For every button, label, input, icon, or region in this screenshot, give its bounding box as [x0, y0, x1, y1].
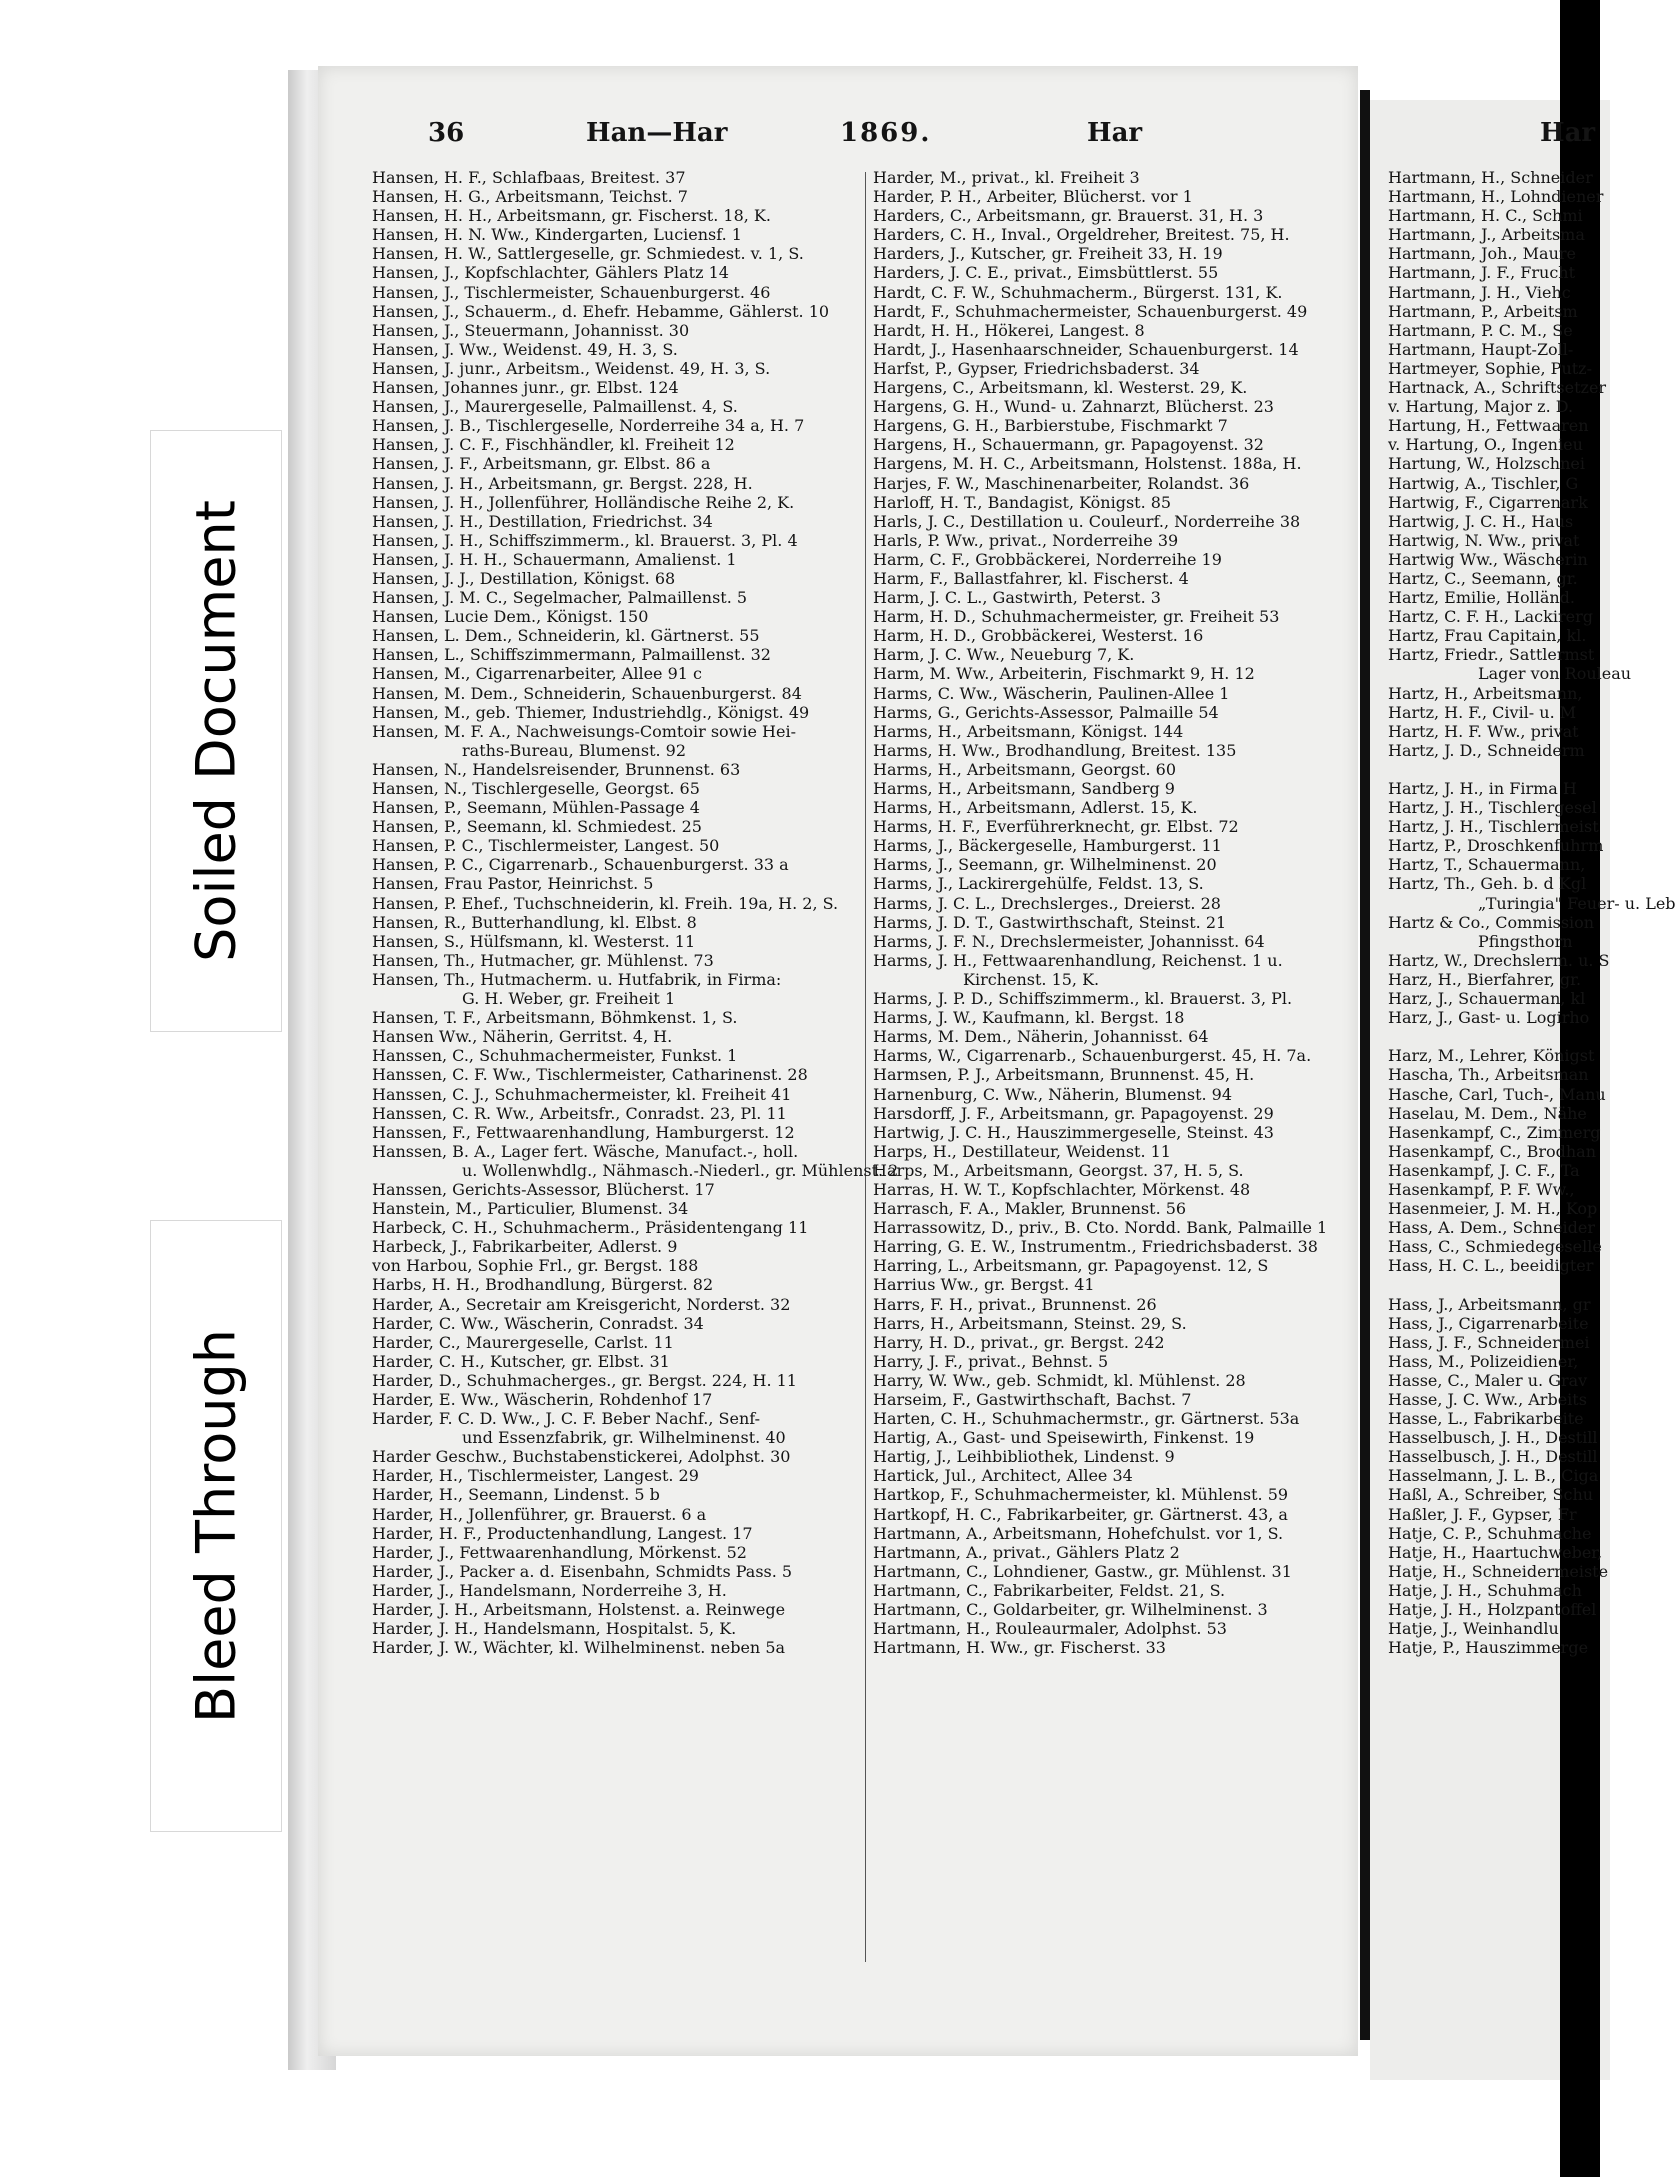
directory-entry — [1388, 760, 1676, 779]
directory-entry: Hartung, W., Holzschnei — [1388, 454, 1585, 474]
directory-entry: Hasche, Carl, Tuch-, Manu — [1388, 1084, 1606, 1104]
directory-entry: Hansen, Th., Hutmacherm. u. Hutfabrik, in Firma: — [372, 969, 782, 989]
directory-entry: Haßler, J. F., Gypser, Fr — [1388, 1504, 1577, 1524]
directory-entry: Hansen, J. H., Destillation, Friedrichst. 34 — [372, 511, 713, 531]
directory-entry: Haßl, A., Schreiber, Schu — [1388, 1485, 1594, 1505]
directory-entry: Harls, J. C., Destillation u. Couleurf., Norderreihe 38 — [873, 511, 1301, 531]
directory-entry: Harry, J. F., privat., Behnst. 5 — [873, 1351, 1109, 1371]
directory-entry: Hansen, J. H., Jollenführer, Holländische Reihe 2, K. — [372, 492, 795, 512]
left-column — [372, 168, 898, 1657]
directory-entry: Hasselbusch, J. H., Destill — [1388, 1428, 1598, 1448]
directory-entry: Hasenkampf, C., Brodhan — [1388, 1141, 1597, 1161]
directory-entry: Harfst, P., Gypser, Friedrichsbaderst. 34 — [873, 358, 1200, 378]
directory-entry — [1388, 1027, 1676, 1046]
directory-entry: Harloff, H. T., Bandagist, Königst. 85 — [873, 492, 1172, 512]
directory-entry: Hartmann, P., Arbeitsm — [1388, 301, 1578, 321]
directory-entry: Harm, J. C. Ww., Neueburg 7, K. — [873, 645, 1135, 665]
directory-entry: Harnenburg, C. Ww., Näherin, Blumenst. 94 — [873, 1084, 1233, 1104]
directory-entry: Hansen, J. H., Schiffszimmerm., kl. Brauerst. 3, Pl. 4 — [372, 530, 798, 550]
directory-entry: Hartmann, C., Fabrikarbeiter, Feldst. 21, S. — [873, 1580, 1226, 1600]
directory-entry: Harrs, F. H., privat., Brunnenst. 26 — [873, 1294, 1157, 1314]
directory-entry: Hansen, J. C. F., Fischhändler, kl. Freiheit 12 — [372, 435, 735, 455]
directory-entry: Hansen, J., Kopfschlachter, Gählers Platz 14 — [372, 263, 729, 283]
directory-entry: u. Wollenwhdlg., Nähmasch.-Niederl., gr. Mühlenst. 2 — [462, 1160, 899, 1180]
directory-entry: Hargens, G. H., Barbierstube, Fischmarkt 7 — [873, 416, 1228, 436]
directory-entry: Harrs, H., Arbeitsmann, Steinst. 29, S. — [873, 1313, 1187, 1333]
directory-entry: Hartz, J. H., Tischlergesel — [1388, 798, 1597, 818]
directory-entry: Hartmann, Haupt-Zoll- — [1388, 339, 1574, 359]
directory-entry: Hartnack, A., Schriftsetzer — [1388, 378, 1607, 398]
directory-entry: Hanssen, C. J., Schuhmachermeister, kl. Freiheit 41 — [372, 1084, 792, 1104]
directory-entry: Hartwig Ww., Wäscherin — [1388, 549, 1588, 569]
directory-entry: Hansen, Johannes junr., gr. Elbst. 124 — [372, 378, 679, 398]
directory-entry: Harder, M., privat., kl. Freiheit 3 — [873, 168, 1140, 187]
directory-entry: Hartwig, A., Tischler, G — [1388, 473, 1579, 493]
directory-entry: Hanssen, C. R. Ww., Arbeitsfr., Conradst. 23, Pl. 11 — [372, 1103, 787, 1123]
directory-entry: Hass, J., Cigarrenarbeite — [1388, 1313, 1589, 1333]
directory-entry: Harder, J. W., Wächter, kl. Wilhelminenst. neben 5a — [372, 1638, 786, 1658]
next-page-column — [1388, 168, 1676, 1657]
directory-entry: Harms, H., Arbeitsmann, Adlerst. 15, K. — [873, 798, 1198, 818]
directory-entry: Hartmeyer, Sophie, Putz- — [1388, 358, 1593, 378]
directory-entry: Hasenkampf, C., Zimmerg — [1388, 1122, 1601, 1142]
directory-entry: Harm, C. F., Grobbäckerei, Norderreihe 19 — [873, 549, 1222, 569]
directory-entry: Harder, H. F., Productenhandlung, Langest. 17 — [372, 1523, 753, 1543]
directory-entry: Hartmann, A., privat., Gählers Platz 2 — [873, 1542, 1180, 1562]
directory-entry: Hartz, C. F. H., Lackirerg — [1388, 607, 1593, 627]
directory-entry: Hartmann, J. F., Frucht — [1388, 263, 1576, 283]
directory-entry: Hansen Ww., Näherin, Gerritst. 4, H. — [372, 1027, 673, 1047]
directory-entry: Harrassowitz, D., priv., B. Cto. Nordd. Bank, Palmaille 1 — [873, 1218, 1328, 1238]
directory-entry: Hatje, J. H., Schuhmach — [1388, 1580, 1582, 1600]
directory-entry: Hartwig, F., Cigarrenark — [1388, 492, 1588, 512]
directory-entry: Hanssen, F., Fettwaarenhandlung, Hamburgerst. 12 — [372, 1122, 795, 1142]
directory-entry: Hargens, G. H., Wund- u. Zahnarzt, Blücherst. 23 — [873, 397, 1274, 417]
directory-entry: Hartkopf, H. C., Fabrikarbeiter, gr. Gärtnerst. 43, a — [873, 1504, 1288, 1524]
directory-entry: Harms, J., Lackirergehülfe, Feldst. 13, S. — [873, 874, 1204, 894]
directory-entry: Hasse, C., Maler u. Grav — [1388, 1370, 1588, 1390]
directory-entry: Harder, C., Maurergeselle, Carlst. 11 — [372, 1332, 674, 1352]
directory-entry: Harder, C. Ww., Wäscherin, Conradst. 34 — [372, 1313, 704, 1333]
bleed-through-text: Bleed Through — [184, 1329, 248, 1723]
directory-entry: Hansen, P. Ehef., Tuchschneiderin, kl. Freih. 19a, H. 2, S. — [372, 893, 839, 913]
directory-entry: Harz, M., Lehrer, Königst — [1388, 1046, 1595, 1066]
directory-entry: Hartig, J., Leihbibliothek, Lindenst. 9 — [873, 1447, 1175, 1467]
directory-entry: Harms, J. H., Fettwaarenhandlung, Reichenst. 1 u. — [873, 950, 1283, 970]
directory-entry: Harm, M. Ww., Arbeiterin, Fischmarkt 9, H. 12 — [873, 664, 1255, 684]
directory-entry: Harm, H. D., Grobbäckerei, Westerst. 16 — [873, 626, 1204, 646]
directory-entry: Harjes, F. W., Maschinenarbeiter, Rolandst. 36 — [873, 473, 1250, 493]
directory-entry: Harmsen, P. J., Arbeitsmann, Brunnenst. 45, H. — [873, 1065, 1255, 1085]
directory-entry: Hartmann, H. C., Schmi — [1388, 206, 1583, 226]
directory-entry: Hartmann, C., Goldarbeiter, gr. Wilhelminenst. 3 — [873, 1600, 1268, 1620]
directory-entry: Hansen, J., Schauerm., d. Ehefr. Hebamme, Gählerst. 10 — [372, 301, 830, 321]
directory-entry: Hass, J., Arbeitsmann, gr — [1388, 1294, 1591, 1314]
directory-entry: Lager von Rouleau — [1478, 664, 1632, 684]
directory-entry: Harder, E. Ww., Wäscherin, Rohdenhof 17 — [372, 1390, 713, 1409]
directory-entry: Hardt, H. H., Hökerei, Langest. 8 — [873, 320, 1145, 340]
directory-entry: Pfingsthorn — [1478, 931, 1573, 951]
directory-entry: Harms, H., Arbeitsmann, Sandberg 9 — [873, 779, 1175, 798]
directory-entry: Harry, W. Ww., geb. Schmidt, kl. Mühlenst. 28 — [873, 1370, 1246, 1390]
directory-entry: Hartz & Co., Commission — [1388, 912, 1595, 932]
directory-entry: Hartmann, J. H., Viehc — [1388, 282, 1571, 302]
directory-entry: Harms, G., Gerichts-Assessor, Palmaille 54 — [873, 702, 1219, 722]
directory-entry: Hartmann, P. C. M., Se — [1388, 320, 1573, 340]
directory-entry: Hascha, Th., Arbeitsman — [1388, 1065, 1589, 1085]
directory-entry: Hansen, T. F., Arbeitsmann, Böhmkenst. 1, S. — [372, 1008, 738, 1028]
directory-entry: Hanssen, C. F. Ww., Tischlermeister, Catharinenst. 28 — [372, 1065, 808, 1085]
directory-entry: Hansen, J. H. H., Schauermann, Amalienst. 1 — [372, 549, 737, 569]
directory-entry: Harder, P. H., Arbeiter, Blücherst. vor 1 — [873, 187, 1193, 207]
directory-entry: Harders, J. C. E., privat., Eimsbüttlerst. 55 — [873, 263, 1219, 283]
directory-entry: Hatje, P., Hauszimmerge — [1388, 1638, 1589, 1658]
directory-entry: Harder, J., Handelsmann, Norderreihe 3, H. — [372, 1580, 727, 1600]
directory-entry: Hasenkampf, J. C. F., Ta — [1388, 1160, 1580, 1180]
directory-entry: Hargens, H., Schauermann, gr. Papagoyenst. 32 — [873, 435, 1264, 455]
directory-entry: v. Hartung, O., Ingenieu — [1388, 435, 1583, 455]
directory-entry: Harders, C., Arbeitsmann, gr. Brauerst. 31, H. 3 — [873, 206, 1264, 226]
directory-entry: Hartick, Jul., Architect, Allee 34 — [873, 1466, 1133, 1486]
directory-entry: Hardt, C. F. W., Schuhmacherm., Bürgerst. 131, K. — [873, 282, 1283, 302]
directory-entry: Harz, J., Schauerman, kl — [1388, 989, 1586, 1009]
directory-entry: Hartmann, J., Arbeitsma — [1388, 225, 1585, 245]
directory-entry: Hansen, M. Dem., Schneiderin, Schauenburgerst. 84 — [372, 683, 802, 703]
directory-entry: „Turingia" Feuer- u. Leb — [1478, 893, 1676, 913]
directory-entry: Hass, J. F., Schneidermei — [1388, 1332, 1590, 1352]
directory-entry: Harms, J. P. D., Schiffszimmerm., kl. Brauerst. 3, Pl. — [873, 989, 1293, 1009]
directory-entry: Harms, J. W., Kaufmann, kl. Bergst. 18 — [873, 1008, 1185, 1028]
directory-entry: Hansen, J., Tischlermeister, Schauenburgerst. 46 — [372, 282, 771, 302]
directory-entry: Harms, C. Ww., Wäscherin, Paulinen-Allee 1 — [873, 683, 1230, 703]
directory-entry: v. Hartung, Major z. D. — [1388, 397, 1574, 417]
directory-entry: raths-Bureau, Blumenst. 92 — [462, 740, 687, 760]
directory-entry: Harrasch, F. A., Makler, Brunnenst. 56 — [873, 1199, 1187, 1219]
directory-entry: und Essenzfabrik, gr. Wilhelminenst. 40 — [462, 1428, 786, 1448]
right-column-heading: Har — [1087, 118, 1143, 148]
directory-entry: Harsdorff, J. F., Arbeitsmann, gr. Papagoyenst. 29 — [873, 1103, 1274, 1123]
directory-entry: Harms, H., Arbeitsmann, Königst. 144 — [873, 721, 1184, 741]
directory-entry: Harder, J. H., Handelsmann, Hospitalst. 5, K. — [372, 1619, 737, 1639]
directory-entry: Harz, H., Bierfahrer, gr. — [1388, 969, 1582, 989]
directory-entry: Hardt, F., Schuhmachermeister, Schauenburgerst. 49 — [873, 301, 1308, 321]
directory-entry: Hartz, H. F. Ww., privat — [1388, 721, 1579, 741]
directory-entry: Hatje, J., Weinhandlu — [1388, 1619, 1559, 1639]
directory-entry: Hatje, C. P., Schuhmache — [1388, 1523, 1592, 1543]
directory-entry: Hansen, P. C., Cigarrenarb., Schauenburgerst. 33 a — [372, 855, 789, 875]
directory-entry: Kirchenst. 15, K. — [963, 969, 1100, 989]
directory-entry: Harms, H. F., Everführerknecht, gr. Elbst. 72 — [873, 817, 1239, 837]
directory-entry: Harms, J. D. T., Gastwirthschaft, Steinst. 21 — [873, 912, 1227, 932]
directory-entry: Hasselbusch, J. H., Destill — [1388, 1447, 1598, 1467]
directory-entry: Hatje, J. H., Holzpantoffel — [1388, 1600, 1597, 1620]
directory-entry: Hass, H. C. L., beeidigter — [1388, 1256, 1594, 1276]
directory-entry: Hansen, Lucie Dem., Königst. 150 — [372, 607, 649, 627]
directory-entry: von Harbou, Sophie Frl., gr. Bergst. 188 — [372, 1256, 699, 1276]
directory-entry: Hartz, Friedr., Sattlermst — [1388, 645, 1595, 665]
directory-entry: Harring, G. E. W., Instrumentm., Friedrichsbaderst. 38 — [873, 1237, 1318, 1257]
directory-entry: Hartung, H., Fettwaaren — [1388, 416, 1589, 436]
directory-entry: Hargens, C., Arbeitsmann, kl. Westerst. 29, K. — [873, 378, 1248, 398]
directory-entry: Hanssen, C., Schuhmachermeister, Funkst. 1 — [372, 1046, 738, 1066]
page-number: 36 — [428, 118, 465, 148]
directory-entry: G. H. Weber, gr. Freiheit 1 — [462, 989, 676, 1009]
directory-entry: Hartz, Th., Geh. b. d Kgl — [1388, 874, 1587, 894]
directory-entry — [1388, 1275, 1676, 1294]
directory-entry: Hansen, L. Dem., Schneiderin, kl. Gärtnerst. 55 — [372, 626, 760, 646]
directory-entry: Harras, H. W. T., Kopfschlachter, Mörkenst. 48 — [873, 1179, 1251, 1199]
directory-entry: Harder, H., Seemann, Lindenst. 5 b — [372, 1485, 660, 1505]
directory-entry: Hansen, M., Cigarrenarbeiter, Allee 91 c — [372, 664, 702, 684]
directory-entry: Harder, H., Jollenführer, gr. Brauerst. 6 a — [372, 1504, 707, 1524]
directory-entry: Hansen, H. N. Ww., Kindergarten, Luciensf. 1 — [372, 225, 742, 245]
directory-entry: Hansen, J. B., Tischlergeselle, Norderreihe 34 a, H. 7 — [372, 416, 805, 436]
directory-entry: Hansen, M. F. A., Nachweisungs-Comtoir sowie Hei- — [372, 721, 796, 741]
directory-entry: Hansen, S., Hülfsmann, kl. Westerst. 11 — [372, 931, 696, 951]
directory-entry: Hansen, N., Handelsreisender, Brunnenst. 63 — [372, 759, 741, 779]
directory-entry: Hansen, Frau Pastor, Heinrichst. 5 — [372, 874, 654, 894]
directory-entry: Harms, H., Arbeitsmann, Georgst. 60 — [873, 759, 1177, 779]
directory-entry: Hasse, L., Fabrikarbeite — [1388, 1409, 1584, 1429]
directory-entry: Hansen, M., geb. Thiemer, Industriehdlg., Königst. 49 — [372, 702, 810, 722]
directory-entry: Harms, J. F. N., Drechslermeister, Johannisst. 64 — [873, 931, 1265, 951]
directory-entry: Hansen, H. F., Schlafbaas, Breitest. 37 — [372, 168, 686, 187]
directory-entry: Hass, M., Polizeidiener, — [1388, 1351, 1579, 1371]
directory-entry: Harps, M., Arbeitsmann, Georgst. 37, H. 5, S. — [873, 1160, 1244, 1180]
directory-entry: Hartz, H., Arbeitsmann, — [1388, 683, 1583, 703]
directory-entry: Harder, F. C. D. Ww., J. C. F. Beber Nachf., Senf- — [372, 1409, 761, 1429]
directory-entry: Harbeck, J., Fabrikarbeiter, Adlerst. 9 — [372, 1237, 678, 1257]
directory-entry: Harder, J. H., Arbeitsmann, Holstenst. a. Reinwege — [372, 1600, 786, 1620]
directory-entry: Harder, H., Tischlermeister, Langest. 29 — [372, 1466, 699, 1486]
directory-entry: Hansen, J. Ww., Weidenst. 49, H. 3, S. — [372, 339, 678, 359]
directory-entry: Hansen, J. F., Arbeitsmann, gr. Elbst. 86 a — [372, 454, 711, 474]
directory-entry: Hanstein, M., Particulier, Blumenst. 34 — [372, 1199, 689, 1219]
directory-entry: Hansen, J. M. C., Segelmacher, Palmaillenst. 5 — [372, 588, 748, 608]
directory-entry: Hass, C., Schmiedegeselle — [1388, 1237, 1602, 1257]
directory-entry: Harbs, H. H., Brodhandlung, Bürgerst. 82 — [372, 1275, 714, 1295]
directory-entry: Hansen, J., Maurergeselle, Palmaillenst. 4, S. — [372, 397, 738, 417]
directory-entry: Harrius Ww., gr. Bergst. 41 — [873, 1275, 1095, 1295]
directory-entry: Hartwig, J. C. H., Haus — [1388, 511, 1574, 531]
directory-entry: Harseim, F., Gastwirthschaft, Bachst. 7 — [873, 1390, 1192, 1409]
directory-entry: Hartz, J. H., Tischlermeist — [1388, 817, 1599, 837]
directory-entry: Hansen, P., Seemann, Mühlen-Passage 4 — [372, 798, 700, 818]
directory-entry: Hartz, T., Schauermann, — [1388, 855, 1586, 875]
directory-entry: Harms, J., Seemann, gr. Wilhelminenst. 20 — [873, 855, 1217, 875]
directory-entry: Hansen, H. W., Sattlergeselle, gr. Schmiedest. v. 1, S. — [372, 244, 804, 264]
directory-entry: Hardt, J., Hasenhaarschneider, Schauenburgerst. 14 — [873, 339, 1299, 359]
directory-entry: Hartmann, H., Rouleaurmaler, Adolphst. 53 — [873, 1619, 1227, 1639]
soiled-document-text: Soiled Document — [184, 500, 248, 962]
directory-entry: Hass, A. Dem., Schneider — [1388, 1218, 1596, 1238]
year-heading: 1869. — [840, 118, 932, 148]
directory-entry: Hansen, J. J., Destillation, Königst. 68 — [372, 568, 676, 588]
directory-entry: Hanssen, B. A., Lager fert. Wäsche, Manufact.-, holl. — [372, 1141, 799, 1161]
directory-entry: Hartmann, H. Ww., gr. Fischerst. 33 — [873, 1638, 1166, 1658]
directory-entry: Hatje, H., Schneidermeiste — [1388, 1561, 1609, 1581]
directory-entry: Hasse, J. C. Ww., Arbeits — [1388, 1390, 1587, 1409]
directory-entry: Hasenkampf, P. F. Ww., — [1388, 1179, 1575, 1199]
directory-entry: Harms, H. Ww., Brodhandlung, Breitest. 135 — [873, 740, 1237, 760]
directory-entry: Hartz, P., Droschkenfuhrm — [1388, 836, 1604, 856]
directory-entry: Harps, H., Destillateur, Weidenst. 11 — [873, 1141, 1171, 1161]
directory-entry: Hansen, H. H., Arbeitsmann, gr. Fischerst. 18, K. — [372, 206, 771, 226]
page-gutter — [1360, 90, 1370, 2040]
directory-entry: Hansen, Th., Hutmacher, gr. Mühlenst. 73 — [372, 950, 714, 970]
directory-entry: Harder, J., Fettwaarenhandlung, Mörkenst. 52 — [372, 1542, 747, 1562]
directory-entry: Harbeck, C. H., Schuhmacherm., Präsidentengang 11 — [372, 1218, 809, 1238]
directory-entry: Hasselmann, J. L. B., Ciga — [1388, 1466, 1599, 1486]
page-range-heading: Han—Har — [586, 118, 728, 148]
bleed-through-label — [150, 1220, 282, 1832]
directory-entry: Harder Geschw., Buchstabenstickerei, Adolphst. 30 — [372, 1447, 791, 1467]
directory-entry: Harring, L., Arbeitsmann, gr. Papagoyenst. 12, S — [873, 1256, 1269, 1276]
directory-entry: Hatje, H., Haartuchweber, — [1388, 1542, 1603, 1562]
next-page-heading: Har — [1540, 118, 1596, 148]
directory-entry: Hartz, J. D., Schneiderm — [1388, 740, 1585, 760]
directory-entry: Hartwig, N. Ww., privat — [1388, 530, 1580, 550]
directory-entry: Hansen, J. junr., Arbeitsm., Weidenst. 49, H. 3, S. — [372, 358, 771, 378]
directory-entry: Hartmann, H., Lohndiener — [1388, 187, 1604, 207]
directory-entry: Hartz, J. H., in Firma H — [1388, 779, 1577, 798]
directory-entry: Hansen, R., Butterhandlung, kl. Elbst. 8 — [372, 912, 697, 932]
directory-entry: Harder, C. H., Kutscher, gr. Elbst. 31 — [372, 1351, 670, 1371]
directory-entry: Hansen, P. C., Tischlermeister, Langest. 50 — [372, 836, 720, 856]
directory-entry: Hansen, N., Tischlergeselle, Georgst. 65 — [372, 779, 700, 798]
directory-entry: Harm, H. D., Schuhmachermeister, gr. Freiheit 53 — [873, 607, 1280, 627]
directory-entry: Hartmann, C., Lohndiener, Gastw., gr. Mühlenst. 31 — [873, 1561, 1292, 1581]
directory-entry: Harm, F., Ballastfahrer, kl. Fischerst. 4 — [873, 568, 1189, 588]
directory-entry: Hanssen, Gerichts-Assessor, Blücherst. 17 — [372, 1179, 715, 1199]
directory-entry: Harder, J., Packer a. d. Eisenbahn, Schmidts Pass. 5 — [372, 1561, 793, 1581]
directory-entry: Harms, W., Cigarrenarb., Schauenburgerst. 45, H. 7a. — [873, 1046, 1312, 1066]
directory-entry: Hartz, W., Drechslerm. u. S — [1388, 950, 1610, 970]
directory-entry: Hartmann, Joh., Maure — [1388, 244, 1577, 264]
directory-entry: Harms, M. Dem., Näherin, Johannisst. 64 — [873, 1027, 1209, 1047]
directory-entry: Harders, J., Kutscher, gr. Freiheit 33, H. 19 — [873, 244, 1223, 264]
directory-entry: Harder, A., Secretair am Kreisgericht, Norderst. 32 — [372, 1294, 791, 1314]
directory-entry: Hansen, J. H., Arbeitsmann, gr. Bergst. 228, H. — [372, 473, 753, 493]
directory-entry: Hartkop, F., Schuhmachermeister, kl. Mühlenst. 59 — [873, 1485, 1289, 1505]
directory-entry: Harder, D., Schuhmacherges., gr. Bergst. 224, H. 11 — [372, 1370, 797, 1390]
middle-column — [873, 168, 1327, 1657]
directory-entry: Hartz, Frau Capitain, kl. — [1388, 626, 1587, 646]
directory-entry: Hansen, P., Seemann, kl. Schmiedest. 25 — [372, 817, 702, 837]
directory-entry: Harms, J., Bäckergeselle, Hamburgerst. 11 — [873, 836, 1222, 856]
directory-entry: Harms, J. C. L., Drechslerges., Dreierst. 28 — [873, 893, 1221, 913]
directory-entry: Hargens, M. H. C., Arbeitsmann, Holstenst. 188a, H. — [873, 454, 1302, 474]
directory-entry: Hansen, L., Schiffszimmermann, Palmaillenst. 32 — [372, 645, 771, 665]
directory-entry: Harls, P. Ww., privat., Norderreihe 39 — [873, 530, 1179, 550]
directory-entry: Harry, H. D., privat., gr. Bergst. 242 — [873, 1332, 1165, 1352]
directory-entry: Harm, J. C. L., Gastwirth, Peterst. 3 — [873, 588, 1161, 608]
directory-entry: Hartwig, J. C. H., Hauszimmergeselle, Steinst. 43 — [873, 1122, 1274, 1142]
directory-entry: Harz, J., Gast- u. Logirho — [1388, 1008, 1590, 1028]
directory-entry: Hartz, H. F., Civil- u. M — [1388, 702, 1577, 722]
directory-entry: Hartig, A., Gast- und Speisewirth, Finkenst. 19 — [873, 1428, 1255, 1448]
directory-entry: Hansen, J., Steuermann, Johannisst. 30 — [372, 320, 690, 340]
directory-entry: Hartz, C., Seemann, gr. — [1388, 568, 1578, 588]
soiled-document-label — [150, 430, 282, 1032]
directory-entry: Harten, C. H., Schuhmachermstr., gr. Gärtnerst. 53a — [873, 1409, 1300, 1429]
directory-entry: Hasenmeier, J. M. H., Kop — [1388, 1199, 1598, 1219]
directory-entry: Hartz, Emilie, Holländ. — [1388, 588, 1576, 608]
directory-entry: Hartmann, A., Arbeitsmann, Hohefchulst. vor 1, S. — [873, 1523, 1284, 1543]
directory-entry: Harders, C. H., Inval., Orgeldreher, Breitest. 75, H. — [873, 225, 1290, 245]
directory-entry: Haselau, M. Dem., Nähe — [1388, 1103, 1587, 1123]
directory-entry: Hansen, H. G., Arbeitsmann, Teichst. 7 — [372, 187, 688, 207]
directory-entry: Hartmann, H., Schneider — [1388, 168, 1593, 187]
